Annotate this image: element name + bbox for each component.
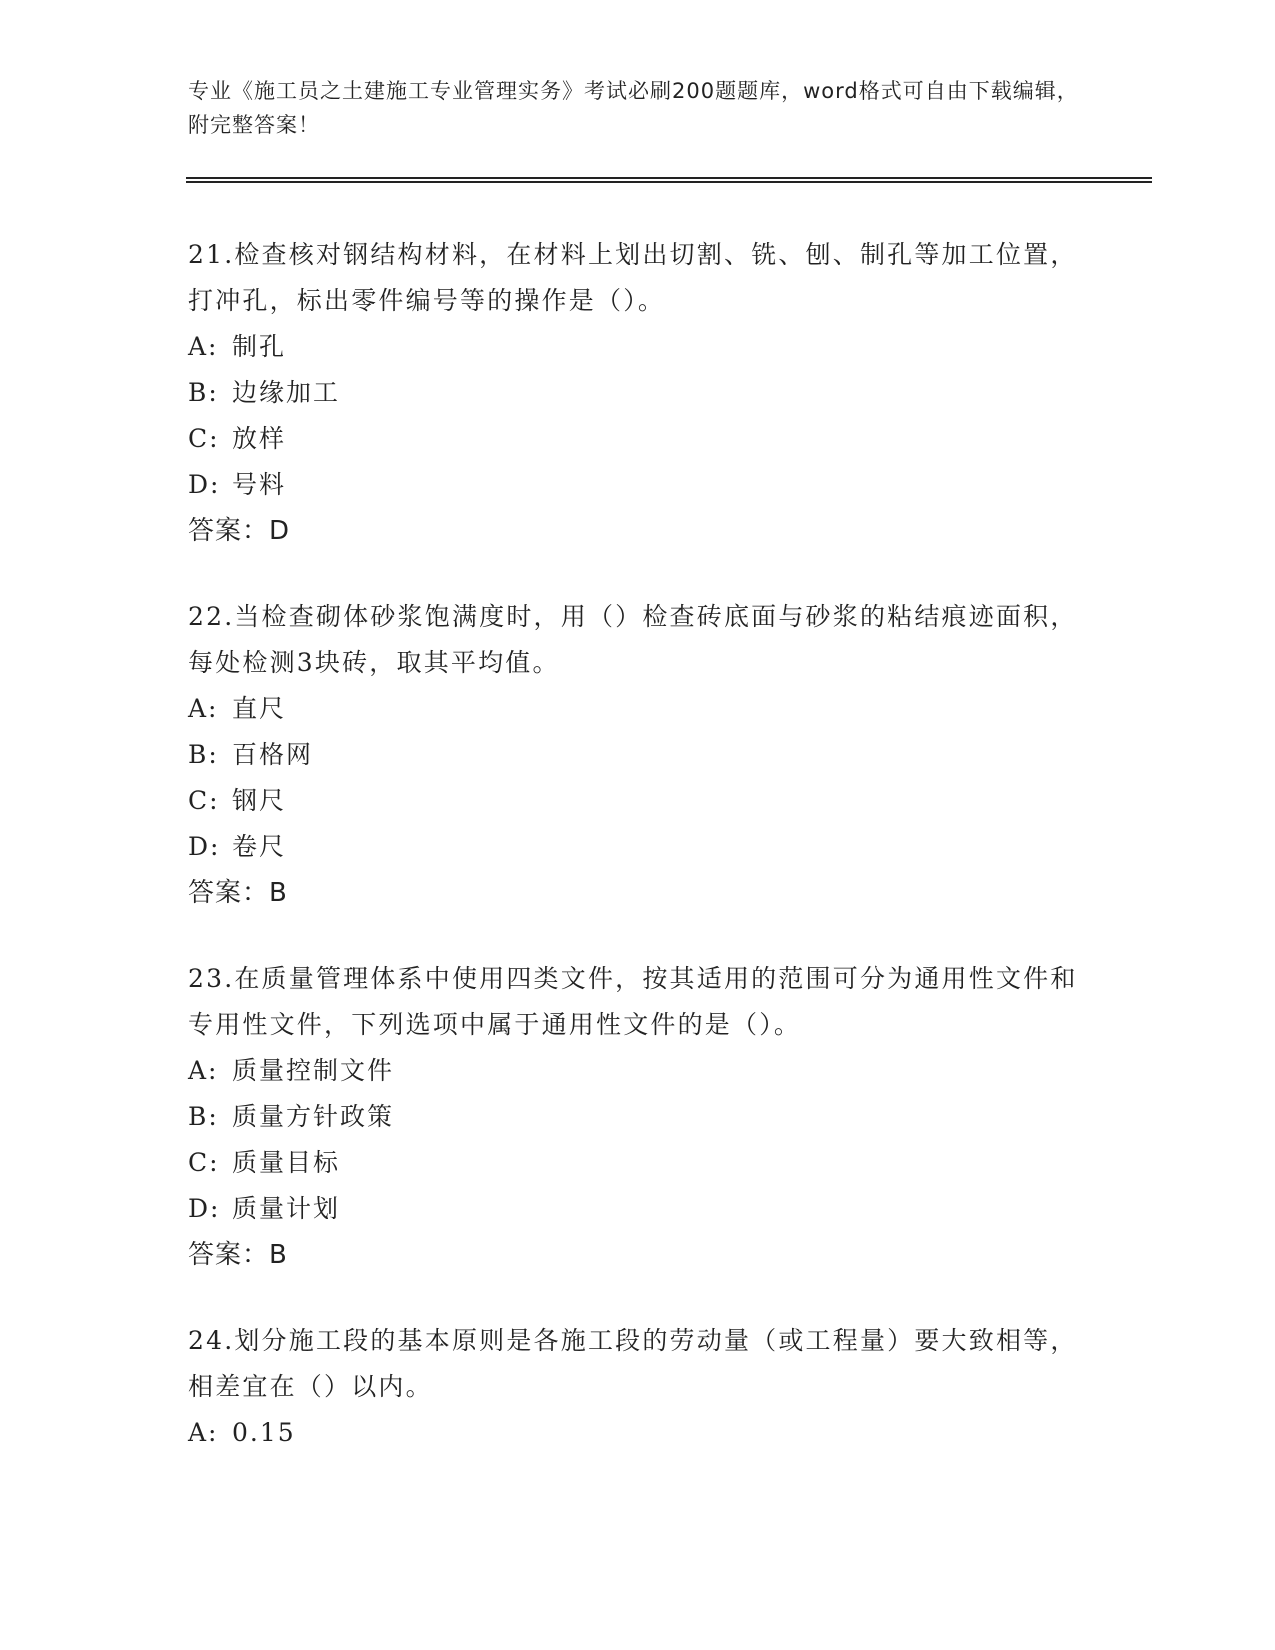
question-stem: 23.在质量管理体系中使用四类文件，按其适用的范围可分为通用性文件和专用性文件，下列选项中属于通用性文件的是（）。 — [188, 964, 1078, 1039]
option-letter: A: — [188, 332, 219, 361]
question-24 — [188, 1318, 1088, 1456]
option-text: 卷尺 — [232, 832, 287, 861]
option-a — [188, 1048, 1088, 1094]
question-22 — [188, 594, 1088, 916]
option-letter: C: — [188, 1148, 220, 1177]
question-list — [188, 232, 1088, 1496]
header-divider — [186, 177, 1152, 183]
option-text: 百格网 — [232, 740, 314, 769]
option-c — [188, 416, 1088, 462]
option-letter: C: — [188, 786, 220, 815]
option-text: 号料 — [232, 470, 287, 499]
answer-line: 答案：B — [188, 878, 288, 908]
option-a — [188, 1410, 1088, 1456]
question-stem: 24.划分施工段的基本原则是各施工段的劳动量（或工程量）要大致相等，相差宜在（）以内。 — [188, 1326, 1078, 1401]
option-letter: A: — [188, 1056, 219, 1085]
option-letter: D: — [188, 470, 221, 499]
document-title: 专业《施工员之土建施工专业管理实务》考试必刷200题题库，word格式可自由下载编辑，附完整答案！ — [188, 79, 1079, 137]
option-letter: D: — [188, 1194, 221, 1223]
option-text: 放样 — [232, 424, 287, 453]
option-text: 制孔 — [232, 332, 287, 361]
option-c — [188, 1140, 1088, 1186]
option-d — [188, 1186, 1088, 1232]
option-b — [188, 1094, 1088, 1140]
answer-line: 答案：D — [188, 516, 291, 546]
option-a — [188, 324, 1088, 370]
option-text: 边缘加工 — [232, 378, 341, 407]
option-text: 质量目标 — [232, 1148, 341, 1177]
question-21 — [188, 232, 1088, 554]
option-a — [188, 686, 1088, 732]
option-letter: B: — [188, 1102, 219, 1131]
option-letter: A: — [188, 694, 219, 723]
option-b — [188, 370, 1088, 416]
question-stem: 22.当检查砌体砂浆饱满度时，用（）检查砖底面与砂浆的粘结痕迹面积，每处检测3块砖，取其平均值。 — [188, 602, 1078, 677]
option-text: 0.15 — [232, 1418, 296, 1447]
option-text: 质量控制文件 — [232, 1056, 395, 1085]
option-letter: C: — [188, 424, 220, 453]
option-text: 质量计划 — [232, 1194, 341, 1223]
option-text: 直尺 — [232, 694, 287, 723]
answer-line: 答案：B — [188, 1240, 288, 1270]
question-stem: 21.检查核对钢结构材料，在材料上划出切割、铣、刨、制孔等加工位置，打冲孔，标出零件编号等的操作是（）。 — [188, 240, 1078, 315]
option-letter: B: — [188, 378, 219, 407]
option-b — [188, 732, 1088, 778]
option-text: 质量方针政策 — [232, 1102, 395, 1131]
option-d — [188, 462, 1088, 508]
question-23 — [188, 956, 1088, 1278]
option-text: 钢尺 — [232, 786, 287, 815]
option-letter: D: — [188, 832, 221, 861]
option-letter: A: — [188, 1418, 219, 1447]
option-letter: B: — [188, 740, 219, 769]
option-c — [188, 778, 1088, 824]
option-d — [188, 824, 1088, 870]
